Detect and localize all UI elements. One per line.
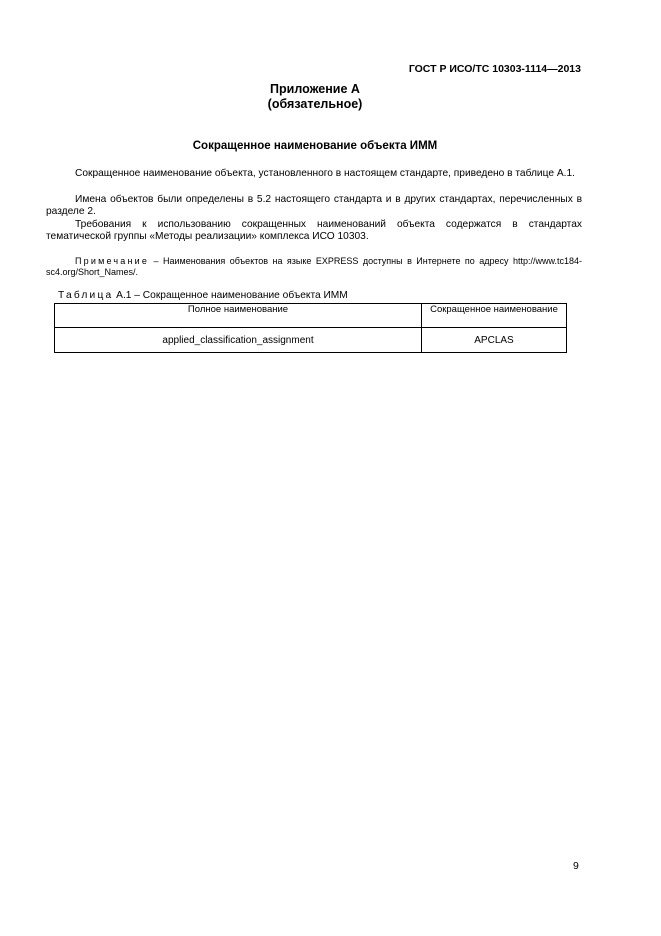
paragraph-entity-names: Имена объектов были определены в 5.2 настоящего стандарта и в других стандартах, перечисленных в разделе 2. [46, 194, 582, 217]
section-title: Сокращенное наименование объекта ИММ [192, 140, 438, 152]
cell-short-name: APCLAS [422, 328, 567, 353]
page-number: 9 [573, 860, 579, 872]
table-caption [58, 290, 348, 301]
table-row [55, 328, 567, 353]
short-names-table [54, 303, 567, 353]
annex-title: Приложение А [270, 82, 360, 96]
paragraph-requirements: Требования к использованию сокращенных наименований объекта содержатся в стандартах тематической группы «Методы реализации» комплекса ИСО 10303. [46, 219, 582, 242]
document-identifier: ГОСТ Р ИСО/ТС 10303-1114—2013 [408, 63, 581, 75]
header-short-name: Сокращенное наименование [422, 304, 567, 328]
table-caption-text: А.1 – Сокращенное наименование объекта ИММ [113, 290, 348, 301]
note [46, 256, 582, 278]
note-label: Примечание [75, 256, 150, 266]
header-full-name: Полное наименование [55, 304, 422, 328]
annex-status: (обязательное) [267, 97, 363, 111]
paragraph-table-reference: Сокращенное наименование объекта, установленного в настоящем стандарте, приведено в таблице А.1. [75, 168, 575, 179]
cell-full-name: applied_classification_assignment [55, 328, 422, 353]
note-text: – Наименования объектов на языке EXPRESS доступны в Интернете по адресу http://www.tc184-sc4.org/Short_Names/. [46, 256, 582, 277]
table-caption-label: Таблица [58, 290, 114, 301]
table-header-row [55, 304, 567, 328]
